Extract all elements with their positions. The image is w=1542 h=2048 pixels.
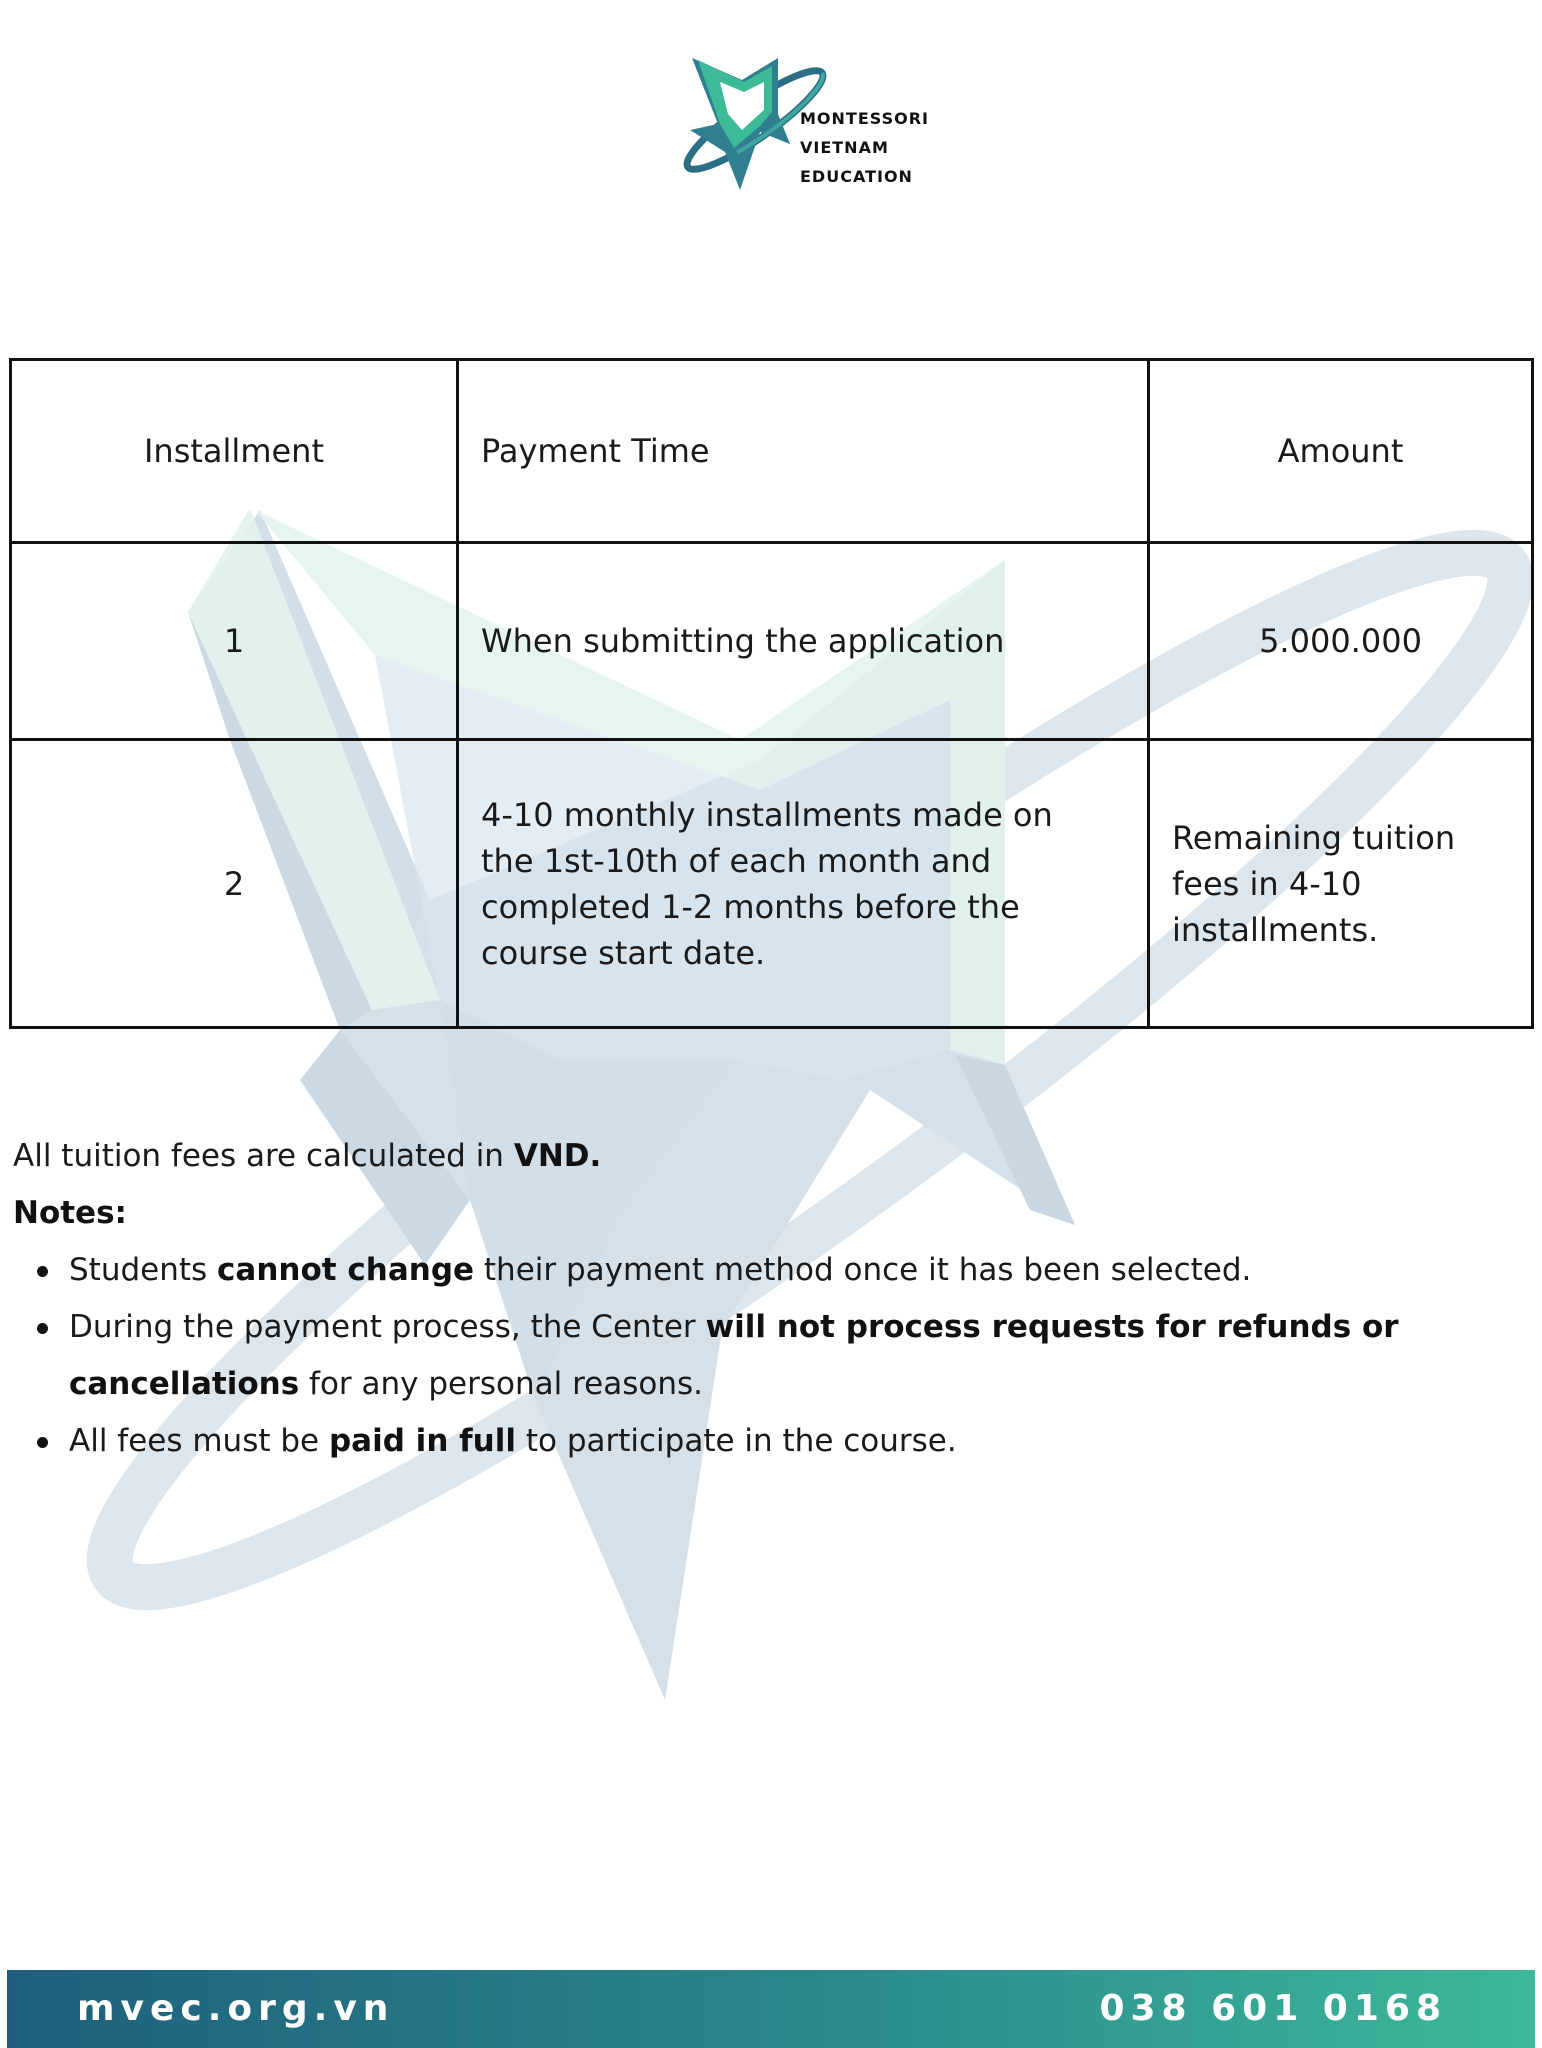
header-installment: Installment [11,360,458,543]
amount-line: Remaining tuition [1172,818,1456,857]
footer-phone: 038 601 0168 [1099,1988,1447,2029]
payment-time-cell [458,543,1149,740]
list-item [69,1413,1513,1470]
list-item [69,1242,1513,1299]
footer-website: mvec.org.vn [77,1988,395,2029]
payment-time-line: 4-10 monthly installments made on [481,795,1053,834]
installment-number: 1 [11,543,458,740]
payment-time-cell [458,740,1149,1028]
table-header-row [11,360,1533,543]
amount-cell [1149,543,1533,740]
note-emphasis: cancellations [69,1366,300,1402]
installment-table [9,358,1534,1029]
note-text: their payment method once it has been selected. [474,1252,1252,1288]
amount-line: fees in 4-10 [1172,864,1362,903]
note-emphasis: will not process requests for refunds or [705,1309,1399,1345]
notes-list [13,1242,1513,1470]
amount-cell [1149,740,1533,1028]
currency-statement [13,1128,1513,1185]
note-emphasis: cannot change [217,1252,475,1288]
brand-name-line-1: MONTESSORI [800,109,929,128]
header-payment-time: Payment Time [458,360,1149,543]
brand-name-line-2: VIETNAM [800,138,889,157]
note-emphasis: paid in full [328,1423,516,1459]
note-text: During the payment process, the Center [69,1309,706,1345]
amount-line: 5.000.000 [1259,622,1422,660]
brand-name-line-3: EDUCATION [800,167,913,186]
footer-bar [7,1970,1535,2048]
list-item [69,1299,1513,1413]
note-text: Students [69,1252,218,1288]
note-text: to participate in the course. [515,1423,957,1459]
payment-time-line: the 1st-10th of each month and [481,841,992,880]
note-text: for any personal reasons. [299,1366,704,1402]
header-amount: Amount [1149,360,1533,543]
bullet-icon [37,1266,48,1277]
currency-code: VND. [513,1138,602,1174]
installment-number: 2 [11,740,458,1028]
currency-text: All tuition fees are calculated in [13,1138,514,1174]
notes-heading-text: Notes: [13,1195,127,1231]
notes-section [13,1128,1513,1470]
bullet-icon [37,1323,48,1334]
brand-name [800,104,929,191]
table-row [11,740,1533,1028]
bullet-icon [37,1437,48,1448]
payment-time-line: When submitting the application [481,622,1005,660]
payment-time-line: completed 1-2 months before the [481,887,1020,926]
notes-heading [13,1185,1513,1242]
payment-time-line: course start date. [481,933,766,972]
amount-line: installments. [1172,910,1379,949]
note-text: All fees must be [69,1423,329,1459]
brand-logo [680,52,960,202]
table-row [11,543,1533,740]
